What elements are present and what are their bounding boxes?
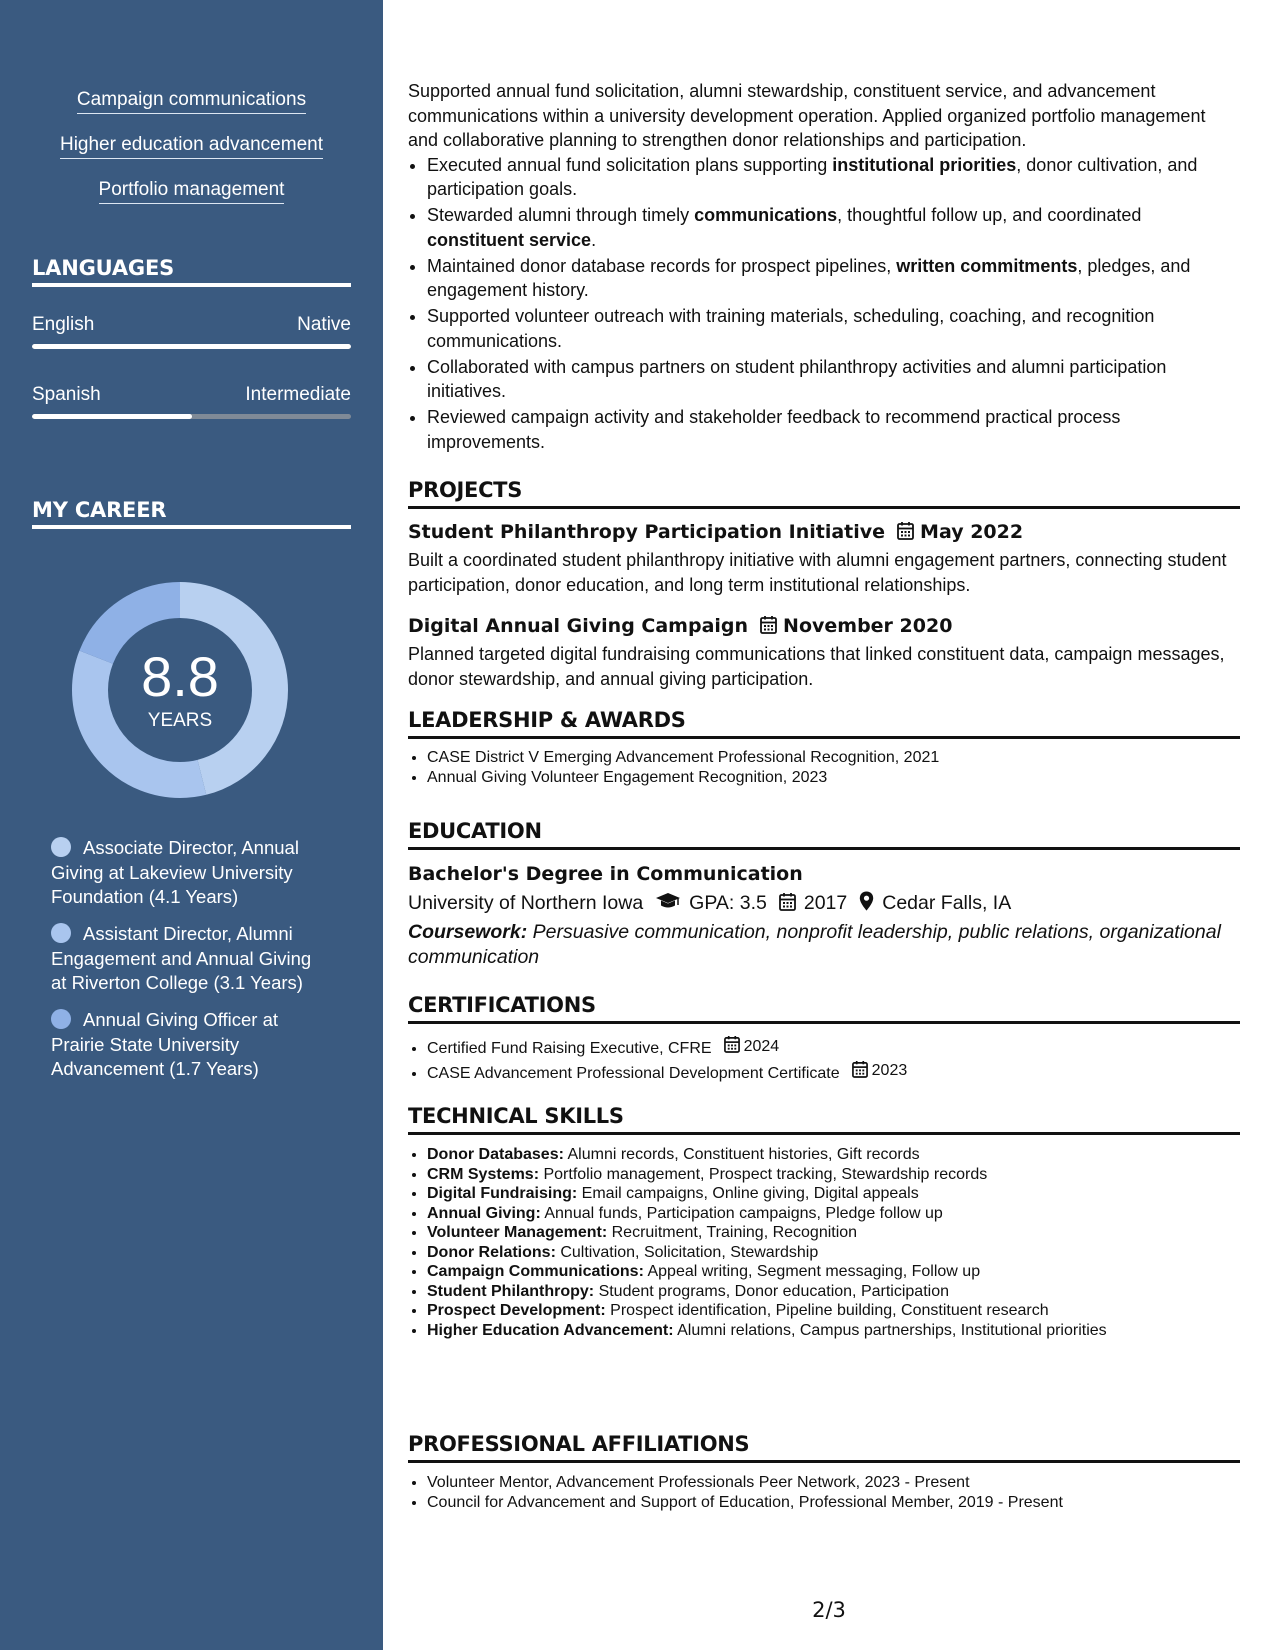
calendar-icon <box>724 1035 740 1058</box>
career-legend-item: Associate Director, Annual Giving at Lakeview University Foundation (4.1 Years) <box>51 837 299 907</box>
proficiency-fill <box>32 414 192 419</box>
skill-link[interactable]: Higher education advancement <box>0 133 383 159</box>
calendar-icon <box>897 520 914 548</box>
experience-bullet: • Collaborated with campus partners on student philanthropy activities and alumni participation initiatives. <box>427 355 1240 404</box>
degree-title: Bachelor's Degree in Communication <box>408 863 803 885</box>
project-description: Planned targeted digital fundraising communications that linked constituent data, campaign messages, donor stewardship, and annual giving participation. <box>408 644 1225 689</box>
language-level: Native <box>297 314 351 335</box>
language-name: Spanish <box>32 384 101 405</box>
technical-skill-item: • Campaign Communications: Appeal writing, Segment messaging, Follow up <box>427 1263 1240 1281</box>
experience-bullet: • Reviewed campaign activity and stakeholder feedback to recommend practical process improvements. <box>427 405 1240 454</box>
technical-skill-item: • Prospect Development: Prospect identification, Pipeline building, Constituent research <box>427 1302 1240 1320</box>
award-item: • CASE District V Emerging Advancement Professional Recognition, 2021 <box>427 749 1240 767</box>
coursework: Coursework: Persuasive communication, nonprofit leadership, public relations, organizational communication <box>408 921 1221 968</box>
experience-block <box>408 79 1240 456</box>
career-heading: MY CAREER <box>32 498 351 529</box>
leadership-heading: LEADERSHIP & AWARDS <box>408 708 1240 739</box>
certification-item: • CASE Advancement Professional Development Certificate 2023 <box>427 1060 1240 1083</box>
proficiency-fill <box>32 344 351 349</box>
experience-summary: Supported annual fund solicitation, alumni stewardship, constituent service, and advancement communications within a university development operation. Applied organized portfolio management and collaborative planning to strengthen donor relationships and participation. <box>408 81 1206 150</box>
technical-skill-item: • Higher Education Advancement: Alumni relations, Campus partnerships, Institutional priorities <box>427 1322 1240 1340</box>
calendar-icon <box>779 890 796 920</box>
career-legend-item: Assistant Director, Alumni Engagement and Annual Giving at Riverton College (3.1 Years) <box>51 923 312 993</box>
language-proficiency-bar <box>32 344 351 349</box>
graduation-year: 2017 <box>803 892 848 914</box>
education-item <box>408 860 1240 969</box>
leadership-list <box>408 749 1240 788</box>
legend-dot <box>51 1009 71 1029</box>
skill-link[interactable]: Campaign communications <box>0 88 383 114</box>
language-row <box>32 314 351 336</box>
language-level: Intermediate <box>245 384 351 405</box>
project-item <box>408 518 1240 597</box>
technical-skill-item: • Volunteer Management: Recruitment, Training, Recognition <box>427 1224 1240 1242</box>
career-total-years: 8.8 <box>141 645 219 708</box>
education-details <box>408 888 1240 920</box>
language-row <box>32 384 351 406</box>
project-title-row: Student Philanthropy Participation Initiative May 2022 <box>408 518 1240 548</box>
technical-skills-list <box>408 1146 1240 1341</box>
education-heading: EDUCATION <box>408 819 1240 850</box>
technical-skill-item: • Annual Giving: Annual funds, Participation campaigns, Pledge follow up <box>427 1205 1240 1223</box>
legend-dot <box>51 837 71 857</box>
technical-skill-item: • Donor Relations: Cultivation, Solicitation, Stewardship <box>427 1244 1240 1262</box>
certification-item: • Certified Fund Raising Executive, CFRE 2024 <box>427 1035 1240 1058</box>
project-description: Built a coordinated student philanthropy initiative with alumni engagement partners, connecting student participation, donor education, and long term institutional relationships. <box>408 550 1227 595</box>
affiliation-item: • Volunteer Mentor, Advancement Professionals Peer Network, 2023 - Present <box>427 1474 1240 1492</box>
affiliations-list <box>408 1474 1240 1513</box>
sidebar <box>0 0 383 1650</box>
school-name: University of Northern Iowa <box>408 892 644 914</box>
affiliations-heading: PROFESSIONAL AFFILIATIONS <box>408 1432 1240 1463</box>
technical-skill-item: • CRM Systems: Portfolio management, Prospect tracking, Stewardship records <box>427 1166 1240 1184</box>
technical-skills-heading: TECHNICAL SKILLS <box>408 1104 1240 1135</box>
languages-heading: LANGUAGES <box>32 256 351 287</box>
legend-dot <box>51 923 71 943</box>
gpa: GPA: 3.5 <box>689 892 767 914</box>
calendar-icon <box>760 614 777 642</box>
education-location: Cedar Falls, IA <box>882 892 1012 914</box>
certifications-heading: CERTIFICATIONS <box>408 993 1240 1024</box>
language-name: English <box>32 314 95 335</box>
technical-skill-item: • Digital Fundraising: Email campaigns, Online giving, Digital appeals <box>427 1185 1240 1203</box>
career-years-label: YEARS <box>147 710 213 731</box>
skill-link[interactable]: Portfolio management <box>0 178 383 204</box>
experience-bullet: • Stewarded alumni through timely communications, thoughtful follow up, and coordinated constituent service. <box>427 203 1240 252</box>
experience-bullet: • Maintained donor database records for prospect pipelines, written commitments, pledges, and engagement history. <box>427 254 1240 303</box>
experience-bullet: • Executed annual fund solicitation plans supporting institutional priorities, donor cultivation, and participation goals. <box>427 153 1240 202</box>
career-legend-item: Annual Giving Officer at Prairie State University Advancement (1.7 Years) <box>51 1009 279 1079</box>
language-proficiency-bar <box>32 414 351 419</box>
experience-bullets <box>408 153 1240 455</box>
technical-skill-item: • Donor Databases: Alumni records, Constituent histories, Gift records <box>427 1146 1240 1164</box>
project-item <box>408 612 1240 691</box>
projects-heading: PROJECTS <box>408 478 1240 509</box>
award-item: • Annual Giving Volunteer Engagement Recognition, 2023 <box>427 769 1240 787</box>
page-number: 2/3 <box>812 1598 846 1622</box>
certifications-list <box>408 1035 1240 1084</box>
experience-bullet: • Supported volunteer outreach with training materials, scheduling, coaching, and recognition communications. <box>427 304 1240 353</box>
affiliation-item: • Council for Advancement and Support of Education, Professional Member, 2019 - Present <box>427 1494 1240 1512</box>
calendar-icon <box>852 1060 868 1083</box>
location-pin-icon <box>859 890 874 920</box>
project-title-row: Digital Annual Giving Campaign November 2020 <box>408 612 1240 642</box>
technical-skill-item: • Student Philanthropy: Student programs, Donor education, Participation <box>427 1283 1240 1301</box>
graduation-cap-icon <box>655 890 681 920</box>
